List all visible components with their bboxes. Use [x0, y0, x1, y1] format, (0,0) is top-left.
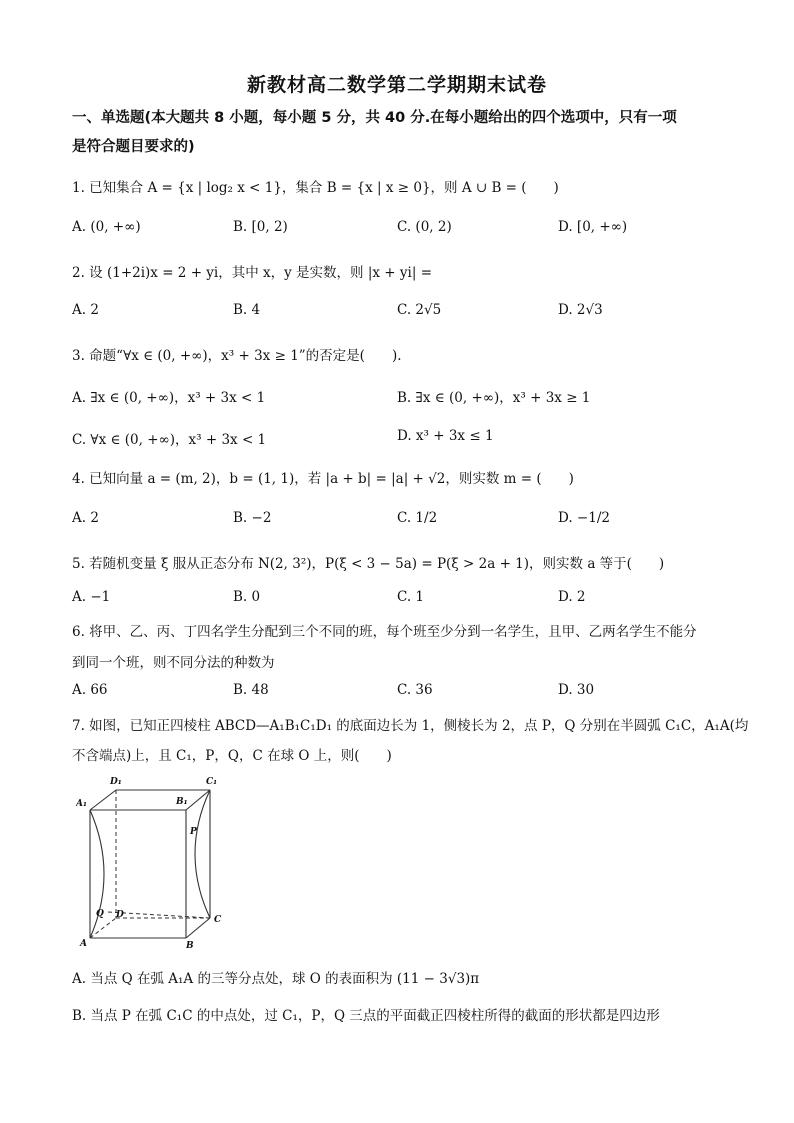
label-d: D: [116, 910, 124, 920]
question-4-option-b: B. −2: [233, 510, 272, 526]
question-6-option-d: D. 30: [558, 682, 595, 698]
question-1-option-c: C. (0, 2): [397, 219, 452, 235]
question-4-option-d: D. −1/2: [558, 510, 610, 526]
question-6-option-a: A. 66: [72, 682, 108, 698]
question-7-stem-line1: 7. 如图，已知正四棱柱 ABCD—A₁B₁C₁D₁ 的底面边长为 1，侧棱长为 2，点 P，Q 分别在半圆弧 C₁C，A₁A(均: [72, 718, 749, 734]
question-3-option-d: D. x³ + 3x ≤ 1: [397, 428, 494, 444]
question-5-option-d: D. 2: [558, 589, 586, 605]
label-q: Q: [96, 909, 104, 919]
label-c1: C₁: [206, 777, 218, 787]
label-b1: B₁: [176, 797, 188, 807]
question-6-stem-line2: 到同一个班，则不同分法的种数为: [72, 655, 275, 671]
question-7-stem-line2: 不含端点)上，且 C₁，P，Q，C 在球 O 上，则( ): [72, 748, 392, 764]
question-2-option-b: B. 4: [233, 302, 261, 318]
question-3-option-b: B. ∃x ∈ (0, +∞)，x³ + 3x ≥ 1: [397, 390, 591, 406]
page-title: 新教材高二数学第二学期期末试卷: [246, 74, 547, 96]
arc-c1-c: [195, 790, 210, 918]
question-6-option-b: B. 48: [233, 682, 269, 698]
question-6-stem-line1: 6. 将甲、乙、丙、丁四名学生分配到三个不同的班，每个班至少分到一名学生，且甲、乙两名学生不能分: [72, 624, 697, 640]
question-3-option-a: A. ∃x ∈ (0, +∞)，x³ + 3x < 1: [72, 390, 266, 406]
question-4-stem: 4. 已知向量 a = (m, 2)，b = (1, 1)，若 |a + b| = |a| + √2，则实数 m = ( ): [72, 471, 574, 487]
question-5-option-b: B. 0: [233, 589, 261, 605]
edge-a1-d1: [90, 790, 116, 810]
question-2-option-a: A. 2: [72, 302, 99, 318]
question-3-stem: 3. 命题“∀x ∈ (0, +∞)，x³ + 3x ≥ 1”的否定是( ).: [72, 348, 402, 364]
question-2-option-c: C. 2√5: [397, 302, 442, 318]
question-7-option-a: A. 当点 Q 在弧 A₁A 的三等分点处，球 O 的表面积为 (11 − 3√3)π: [72, 971, 480, 987]
edge-b-c: [186, 918, 210, 938]
question-1-option-b: B. [0, 2): [233, 219, 288, 235]
question-2-option-d: D. 2√3: [558, 302, 603, 318]
label-b: B: [186, 941, 194, 950]
question-6-option-c: C. 36: [397, 682, 433, 698]
label-d1: D₁: [110, 777, 122, 787]
question-5-option-c: C. 1: [397, 589, 425, 605]
question-4-option-c: C. 1/2: [397, 510, 438, 526]
section-heading: [72, 104, 732, 162]
question-5-option-a: A. −1: [72, 589, 111, 605]
question-2-stem: 2. 设 (1+2i)x = 2 + yi，其中 x，y 是实数，则 |x + yi| =: [72, 265, 433, 281]
question-3-option-c: C. ∀x ∈ (0, +∞)，x³ + 3x < 1: [72, 432, 267, 448]
edge-b1-c1: [186, 790, 210, 810]
question-7-option-b: B. 当点 P 在弧 C₁C 的中点处，过 C₁，P，Q 三点的平面截正四棱柱所得的截面的形状都是四边形: [72, 1008, 660, 1024]
label-p: P: [190, 827, 197, 837]
label-c: C: [214, 915, 222, 925]
question-1-stem: 1. 已知集合 A = {x | log₂ x < 1}，集合 B = {x | x ≥ 0}，则 A ∪ B = ( ): [72, 180, 559, 196]
label-a1: A₁: [76, 799, 87, 809]
prism-figure: [76, 772, 228, 950]
question-5-stem: 5. 若随机变量 ξ 服从正态分布 N(2, 3²)，P(ξ < 3 − 5a) = P(ξ > 2a + 1)，则实数 a 等于( ): [72, 556, 665, 572]
question-4-option-a: A. 2: [72, 510, 99, 526]
section-heading-line1: 一、单选题(本大题共 8 小题，每小题 5 分，共 40 分.在每小题给出的四个选项中，只有一项: [72, 110, 677, 126]
question-1-option-d: D. [0, +∞): [558, 219, 628, 235]
label-a: A: [80, 939, 87, 949]
section-heading-line2: 是符合题目要求的): [72, 139, 195, 155]
question-1-option-a: A. (0, +∞): [72, 219, 141, 235]
